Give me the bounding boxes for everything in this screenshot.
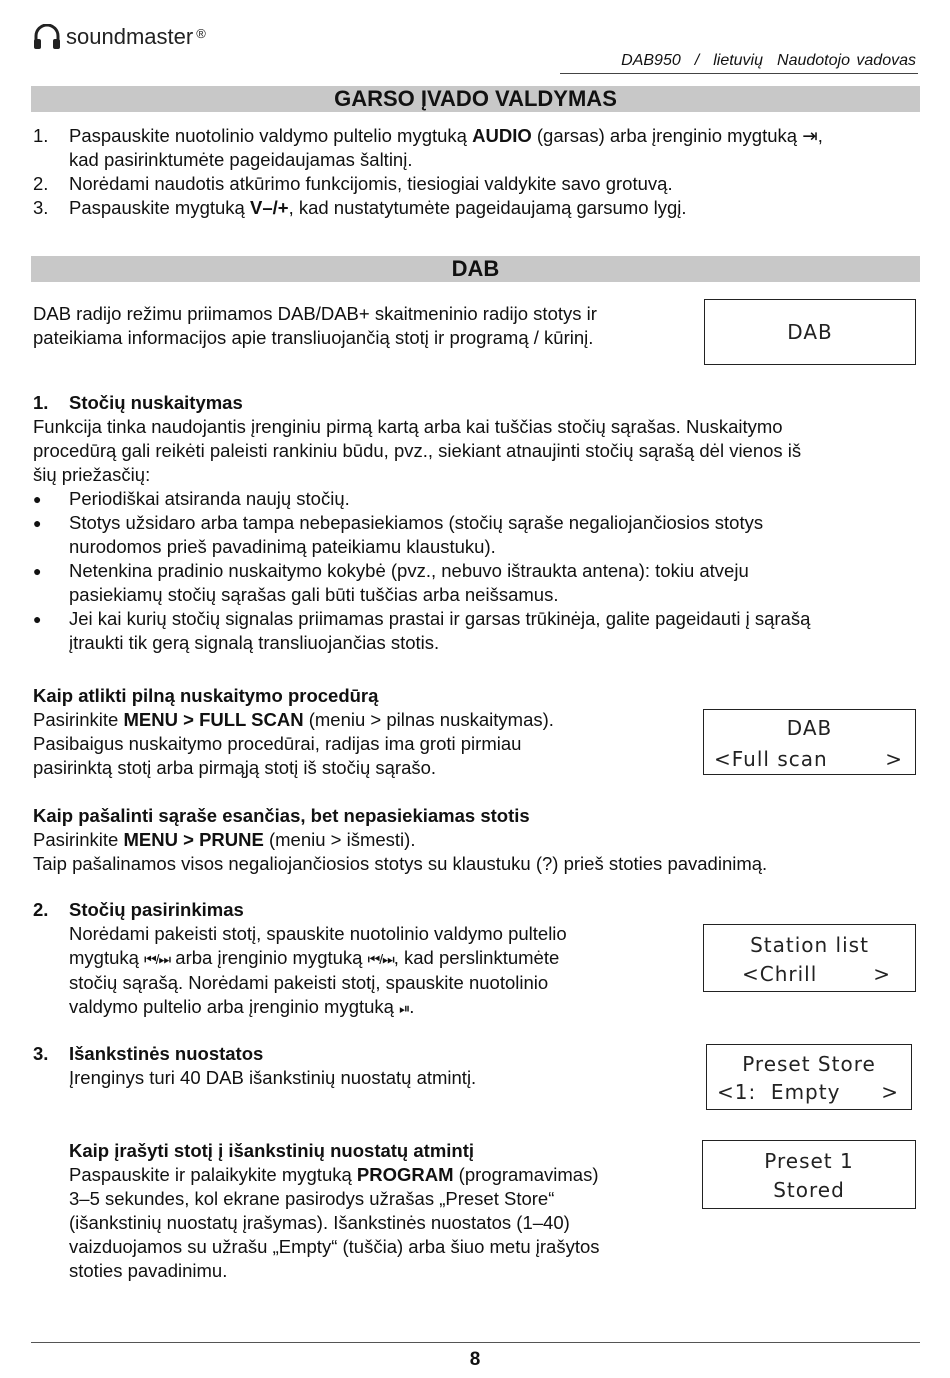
full-scan-section: Kaip atlikti pilną nuskaitymo procedūrą Pasirinkite MENU > FULL SCAN (meniu > pilnas nuskaitymas). Pasibaigus nuskaitymo procedūrai, radijas ima groti pirmiau pasirinktą stotį arba pirmąją stotį iš stočių sąrašo.	[33, 685, 554, 778]
lcd-arrow-icon: >	[873, 962, 891, 986]
brand-logo	[32, 24, 206, 50]
lcd-preset-stored: Preset 1 Stored	[702, 1140, 916, 1209]
prune-title: Kaip pašalinti sąraše esančias, bet nepasiekiamas stotis	[33, 805, 530, 826]
presets-title: Išankstinės nuostatos	[69, 1043, 264, 1064]
dab-intro: DAB radijo režimu priimamos DAB/DAB+ skaitmeninio radijo stotys ir pateikiama informacijos apie transliuojančią stotį ir programą / kūrinį.	[33, 303, 597, 348]
scan-reasons-list	[33, 487, 920, 655]
scan-section: 1. Stočių nuskaitymas Funkcija tinka naudojantis įrenginiu pirmą kartą arba kai tuščias stočių sąrašas. Nuskaitymo procedūrą gali reikėti paleisti rankiniu būdu, pvz., siekiant atnaujinti stočių sąrašą dėl vienos iš šių priežasčių: ● Periodiškai atsiranda naujų stočių. ● Stotys užsidaro arba tampa nebepasiekiamos (stočių sąraše negaliojančiosios stotys nurodomos prieš pavadinimą pateikiamu klaustuku). ● Netenkina pradinio nuskaitymo kokybė (pvz., nebuvo ištraukta antena): tokiu atveju pasiekiamų stočių sąrašas gali būti tuščias arba neišsamus. ● Jei kai kurių stočių signalas priimamas prastai ir garsas trūkinėja, galite pageidauti į sąrašą įtraukti tik gerą signalą transliuojančias stotis.	[33, 391, 920, 655]
lcd-arrow-icon: >	[885, 747, 903, 771]
store-preset-title: Kaip įrašyti stotį į išankstinių nuostatų atmintį	[69, 1140, 475, 1161]
list-item-cont: kad pasirinktumėte pageidaujamas šaltinį.	[69, 149, 413, 170]
lcd-arrow-icon: >	[881, 1080, 899, 1104]
section-title-audio-input: GARSO ĮVADO VALDYMAS	[31, 86, 920, 112]
footer-rule	[31, 1342, 920, 1343]
source-button-icon: ⇥	[802, 125, 818, 146]
list-item: ● Stotys užsidaro arba tampa nebepasiekiamos (stočių sąraše negaliojančiosios stotys nurodomos prieš pavadinimą pateikiamu klaustuku).	[33, 512, 764, 557]
prev-next-icon: ⏮/⏭	[367, 951, 394, 967]
station-select-title: Stočių pasirinkimas	[69, 899, 244, 920]
list-item: 1. Paspauskite nuotolinio valdymo pultelio mygtuką AUDIO (garsas) arba įrenginio mygtuką ⇥,	[33, 125, 823, 146]
full-scan-title: Kaip atlikti pilną nuskaitymo procedūrą	[33, 685, 379, 706]
lcd-dab	[704, 299, 916, 365]
soundmaster-logo-icon	[32, 24, 62, 50]
section-title-dab: DAB	[31, 256, 920, 282]
language: lietuvių	[713, 52, 764, 69]
audio-input-list	[33, 124, 920, 220]
lcd-text: DAB	[787, 320, 833, 344]
list-item: ● Jei kai kurių stočių signalas priimamas prastai ir garsas trūkinėja, galite pageidauti į sąrašą įtraukti tik gerą signalą transliuojančias stotis.	[33, 608, 811, 653]
header-rule	[560, 73, 918, 74]
play-pause-icon: ⏯	[399, 1000, 410, 1016]
prev-next-icon: ⏮/⏭	[144, 951, 171, 967]
doc-type: Naudotojo vadovas	[777, 52, 916, 69]
header-sep: /	[694, 52, 700, 69]
lcd-full-scan: DAB <Full scan >	[703, 709, 916, 775]
list-item: 3. Paspauskite mygtuką V–/+, kad nustatytumėte pageidaujamą garsumo lygį.	[33, 197, 687, 218]
lcd-station-list: Station list <Chrill >	[703, 924, 916, 992]
list-item: ● Netenkina pradinio nuskaitymo kokybė (pvz., nebuvo ištraukta antena): tokiu atveju pasiekiamų stočių sąrašas gali būti tuščias arba neišsamus.	[33, 560, 749, 605]
header-doc-info	[607, 52, 916, 70]
list-item: 2. Norėdami naudotis atkūrimo funkcijomis, tiesiogiai valdykite savo grotuvą.	[33, 173, 673, 194]
brand-name: soundmaster	[66, 24, 194, 49]
page-number: 8	[469, 1349, 481, 1370]
scan-title: Stočių nuskaitymas	[69, 392, 243, 413]
lcd-preset-store: Preset Store <1: Empty >	[706, 1044, 912, 1110]
model-name: DAB950	[621, 52, 681, 69]
list-item: ● Periodiškai atsiranda naujų stočių.	[33, 488, 350, 509]
presets-section: 3. Išankstinės nuostatos Įrenginys turi 40 DAB išankstinių nuostatų atmintį.	[33, 1043, 477, 1088]
station-select-section: 2. Stočių pasirinkimas Norėdami pakeisti stotį, spauskite nuotolinio valdymo pultelio mygtuką ⏮/⏭ arba įrenginio mygtuką ⏮/⏭, kad perslinktumėte stočių sąrašą. Norėdami pakeisti stotį, spauskite nuotolinio valdymo pultelio arba įrenginio mygtuką ⏯.	[33, 899, 567, 1017]
store-preset-section: Kaip įrašyti stotį į išankstinių nuostatų atmintį Paspauskite ir palaikykite mygtuką PROGRAM (programavimas) 3–5 sekundes, kol ekrane pasirodys užrašas „Preset Store“ (išankstinių nuostatų įrašymas). Išankstinės nuostatos (1–40) vaizduojamos su užrašu „Empty“ (tuščia) arba šiuo metu įrašytos stoties pavadinimu.	[69, 1140, 600, 1281]
registered-mark: ®	[196, 25, 206, 41]
prune-section: Kaip pašalinti sąraše esančias, bet nepasiekiamas stotis Pasirinkite MENU > PRUNE (meniu > išmesti). Taip pašalinamos visos negaliojančiosios stotys su klaustuku (?) prieš stoties pavadinimą.	[33, 805, 768, 874]
